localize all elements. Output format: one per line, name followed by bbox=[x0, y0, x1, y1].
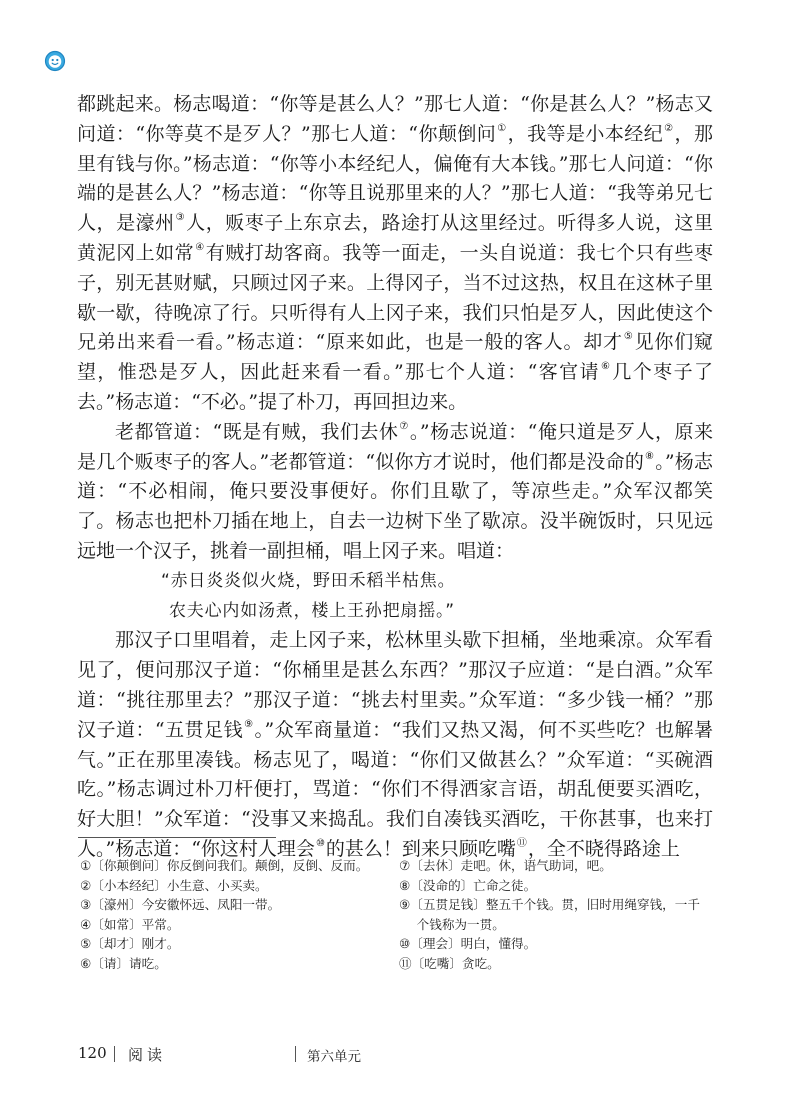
footnote-marker: ⑨ bbox=[244, 718, 254, 730]
poem-line-2: 农夫心内如汤煮，楼上王孙把扇摇。” bbox=[169, 600, 455, 621]
main-text bbox=[77, 90, 713, 865]
footnote-marker: ③ bbox=[175, 212, 186, 224]
text-run: ，全不晓得路途上 bbox=[527, 837, 680, 860]
text-run: 。”杨志道：“不必相闹，俺只要没事便好。你们且歇了，等凉些走。”众军汉都笑了。杨志也把朴刀插在地上，自去一边树下坐了歇凉。没半碗饭时，只见远远地一个汉子，挑着一副担桶，唱上冈子来。唱道： bbox=[77, 450, 714, 562]
footer-divider bbox=[114, 1046, 115, 1062]
footnote-marker: ② bbox=[664, 122, 674, 134]
smiley-face-icon bbox=[44, 50, 66, 72]
footnote-marker: ⑤ bbox=[623, 331, 634, 343]
footnote-7: ⑦〔去休〕走吧。休，语气助词，吧。 bbox=[399, 858, 612, 873]
footer-divider bbox=[295, 1046, 296, 1062]
footnote-11: ⑪〔吃嘴〕贪吃。 bbox=[399, 955, 500, 971]
text-run: 那汉子口里唱着，走上冈子来，松林里头歇下担桶，坐地乘凉。众军看见了，便问那汉子道：“你桶里是甚么东西？”那汉子应道：“是白酒。”众军道：“挑往那里去？”那汉子道：“挑去村里卖。”众军道：“多少钱一桶？”那汉子道：“五贯足钱 bbox=[77, 629, 713, 741]
footnote-8: ⑧〔没命的〕亡命之徒。 bbox=[399, 877, 537, 893]
footnote-6: ⑥〔请〕请吃。 bbox=[80, 955, 167, 971]
footnote-5: ⑤〔却才〕刚才。 bbox=[80, 936, 180, 951]
footnote-10: ⑩〔理会〕明白，懂得。 bbox=[399, 936, 537, 951]
footnote-4: ④〔如常〕平常。 bbox=[80, 916, 180, 932]
footnote-marker: ⑥ bbox=[600, 361, 612, 373]
footnote-marker: ① bbox=[497, 122, 507, 134]
poem-line-1: “赤日炎炎似火烧，野田禾稻半枯焦。 bbox=[161, 570, 456, 591]
text-run: 的甚么！到来只顾吃嘴 bbox=[325, 837, 516, 860]
footnotes-right bbox=[399, 856, 699, 973]
text-run: ，那里有钱与你。”杨志道：“你等小本经纪人，偏俺有大本钱。”那七人问道：“你端的是甚么人？”杨志道：“你等且说那里来的人？”那七人道：“我等弟兄七人，是濠州 bbox=[77, 122, 713, 235]
poem bbox=[77, 567, 713, 627]
unit-label: 第六单元 bbox=[307, 1049, 361, 1065]
paragraph-1 bbox=[77, 90, 713, 418]
text-run: 人，贩枣子上东京去，路途打从这里经过。听得多人说，这里黄泥冈上如常 bbox=[77, 212, 713, 264]
footnote-1: ①〔你颠倒问〕你反倒问我们。颠倒，反倒、反而。 bbox=[80, 858, 369, 873]
text-run: 见你们窥望，惟恐是歹人，因此赶来看一看。”那七个人道：“客官请 bbox=[77, 331, 713, 384]
text-run: ，我等是小本经纪 bbox=[507, 122, 664, 145]
footnotes-left bbox=[80, 856, 380, 973]
paragraph-3 bbox=[77, 626, 713, 864]
page-number: 120 bbox=[78, 1044, 107, 1062]
footnote-2: ②〔小本经纪〕小生意、小买卖。 bbox=[80, 877, 268, 893]
text-run: 。”杨志说道：“俺只道是歹人，原来是几个贩枣子的客人。”老都管道：“似你方才说时，他们都是没命的 bbox=[77, 420, 713, 473]
footnote-marker: ⑧ bbox=[645, 450, 655, 462]
page-footer bbox=[0, 1040, 800, 1070]
text-run: 都跳起来。杨志喝道：“你等是甚么人？”那七人道：“你是甚么人？”杨志又问道：“你等莫不是歹人？”那七人道：“你颠倒问 bbox=[77, 93, 713, 145]
text-run: 。”众军商量道：“我们又热又渴，何不买些吃？也解暑气。”正在那里凑钱。杨志见了，喝道：“你们又做甚么？”众军道：“买碗酒吃。”杨志调过朴刀杆便打，骂道：“你们不得洒家言语，胡乱便要买酒吃，好大胆！”众军道：“没事又来捣乱。我们自凑钱买酒吃，干你甚事，也来打人。”杨志道：“你这村人理会 bbox=[77, 718, 714, 860]
footnote-3: ③〔濠州〕今安徽怀远、凤阳一带。 bbox=[80, 897, 281, 912]
paragraph-2 bbox=[77, 418, 713, 567]
text-run: 几个枣子了去。”杨志道：“不必。”提了朴刀，再回担边来。 bbox=[77, 361, 713, 413]
text-run: 老都管道：“既是有贼，我们去休 bbox=[115, 420, 399, 443]
footnote-marker: ⑩ bbox=[315, 837, 325, 849]
footnote-marker: ⑪ bbox=[516, 837, 527, 849]
footnote-marker: ④ bbox=[195, 241, 205, 253]
footnote-divider bbox=[78, 837, 276, 838]
footnote-9: ⑨〔五贯足钱〕整五千个钱。贯，旧时用绳穿钱，一千个钱称为一贯。 bbox=[399, 897, 700, 932]
section-label: 阅读 bbox=[128, 1046, 167, 1064]
footnote-marker: ⑦ bbox=[399, 420, 409, 432]
text-run: 有贼打劫客商。我等一面走，一头自说道：我七个只有些枣子，别无甚财赋，只顾过冈子来。上得冈子，当不过这热，权且在这林子里歇一歇，待晚凉了行。只听得有人上冈子来，我们只怕是歹人，因此使这个兄弟出来看一看。”杨志道：“原来如此，也是一般的客人。却才 bbox=[77, 241, 713, 354]
